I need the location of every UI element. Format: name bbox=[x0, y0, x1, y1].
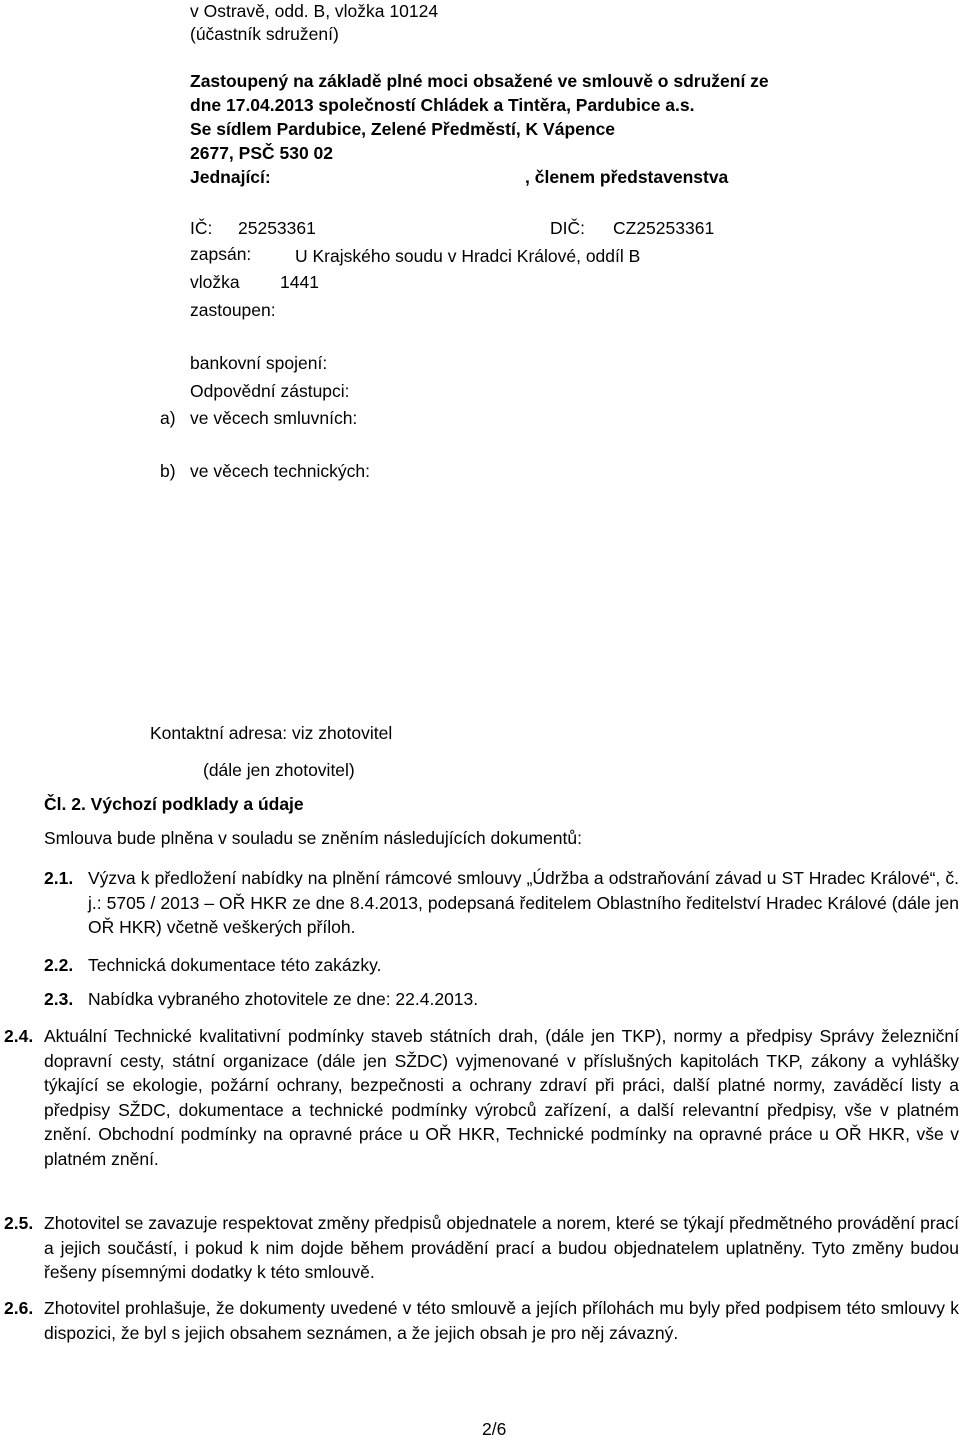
contract-matters-label: ve věcech smluvních: bbox=[190, 408, 358, 428]
registered-label: zapsán: bbox=[190, 244, 252, 264]
contractor-registry-line: v Ostravě, odd. B, vložka 10124 bbox=[190, 1, 439, 21]
page-number: 2/6 bbox=[482, 1419, 507, 1439]
contractor-alias: (dále jen zhotovitel) bbox=[203, 760, 355, 780]
list-marker-a: a) bbox=[160, 408, 176, 428]
item-text: Aktuální Technické kvalitativní podmínky staveb státních drah, (dále jen TKP), normy a předpisy Správy železniční dopravní cesty, státní organizace (dále jen SŽDC) vyjmenované v příslušných kapitolách TKP, zákony a vyhlášky týkající se ekologie, požární ochrany, bezpečnosti a ochrany zdraví při práci, další platné normy, zaváděcí listy a předpisy SŽDC, dokumentace a technické podmínky výrobců zařízení, a další relevantní předpisy, vše v platném znění. Obchodní podmínky na opravné práce u OŘ HKR, Technické podmínky na opravné práce u OŘ HKR, vše v platném znění. bbox=[44, 1026, 959, 1169]
item-number: 2.3. bbox=[44, 989, 74, 1009]
item-number: 2.4. bbox=[4, 1026, 34, 1046]
technical-matters-label: ve věcech technických: bbox=[190, 461, 370, 481]
bank-label: bankovní spojení: bbox=[190, 353, 328, 373]
article-heading: Čl. 2. Výchozí podklady a údaje bbox=[44, 794, 304, 814]
item-number: 2.2. bbox=[44, 955, 74, 975]
item-number: 2.6. bbox=[4, 1298, 34, 1318]
dic-label: DIČ: bbox=[550, 218, 585, 238]
item-text: Nabídka vybraného zhotovitele ze dne: 22.4.2013. bbox=[88, 989, 479, 1009]
acting-value: , členem představenstva bbox=[525, 167, 729, 187]
representation-line-4: 2677, PSČ 530 02 bbox=[190, 143, 334, 163]
item-text: Zhotovitel prohlašuje, že dokumenty uvedené v této smlouvě a jejích přílohách mu byly před podpisem této smlouvy k dispozici, že byl s jejich obsahem seznámen, a že jejich obsah je pro něj závazný. bbox=[44, 1298, 959, 1343]
ic-label: IČ: bbox=[190, 218, 213, 238]
insert-label: vložka bbox=[190, 272, 240, 292]
registered-value: U Krajského soudu v Hradci Králové, oddíl B bbox=[295, 246, 641, 266]
representation-line-1: Zastoupený na základě plné moci obsažené ve smlouvě o sdružení ze bbox=[190, 71, 769, 91]
item-number: 2.1. bbox=[44, 868, 74, 888]
item-text: Zhotovitel se zavazuje respektovat změny předpisů objednatele a norem, které se týkají předmětného provádění prací a jejich součástí, i pokud k nim dojde během provádění prací a budou objednatelem uplatněny. Tyto změny budou řešeny písemnými dodatky k této smlouvě. bbox=[44, 1213, 959, 1282]
dic-value: CZ25253361 bbox=[613, 218, 715, 238]
represented-label: zastoupen: bbox=[190, 300, 276, 320]
representation-line-2: dne 17.04.2013 společností Chládek a Tintěra, Pardubice a.s. bbox=[190, 95, 695, 115]
representation-line-3: Se sídlem Pardubice, Zelené Předměstí, K Vápence bbox=[190, 119, 616, 139]
article-intro: Smlouva bude plněna v souladu se zněním následujících dokumentů: bbox=[44, 828, 582, 848]
responsible-label: Odpovědní zástupci: bbox=[190, 381, 350, 401]
consortium-member-note: (účastník sdružení) bbox=[190, 24, 339, 44]
acting-label: Jednající: bbox=[190, 167, 271, 187]
insert-value: 1441 bbox=[280, 272, 319, 292]
list-marker-b: b) bbox=[160, 461, 176, 481]
item-text: Výzva k předložení nabídky na plnění rámcové smlouvy „Údržba a odstraňování závad u ST Hradec Králové“, č. j.: 5705 / 2013 – OŘ HKR ze dne 8.4.2013, podepsaná ředitelem Oblastního ředitelství Hradec Králové (dále jen OŘ HKR) včetně veškerých příloh. bbox=[88, 868, 959, 937]
ic-value: 25253361 bbox=[238, 218, 316, 238]
item-number: 2.5. bbox=[4, 1213, 34, 1233]
item-text: Technická dokumentace této zakázky. bbox=[88, 955, 382, 975]
contact-address: Kontaktní adresa: viz zhotovitel bbox=[150, 723, 393, 743]
